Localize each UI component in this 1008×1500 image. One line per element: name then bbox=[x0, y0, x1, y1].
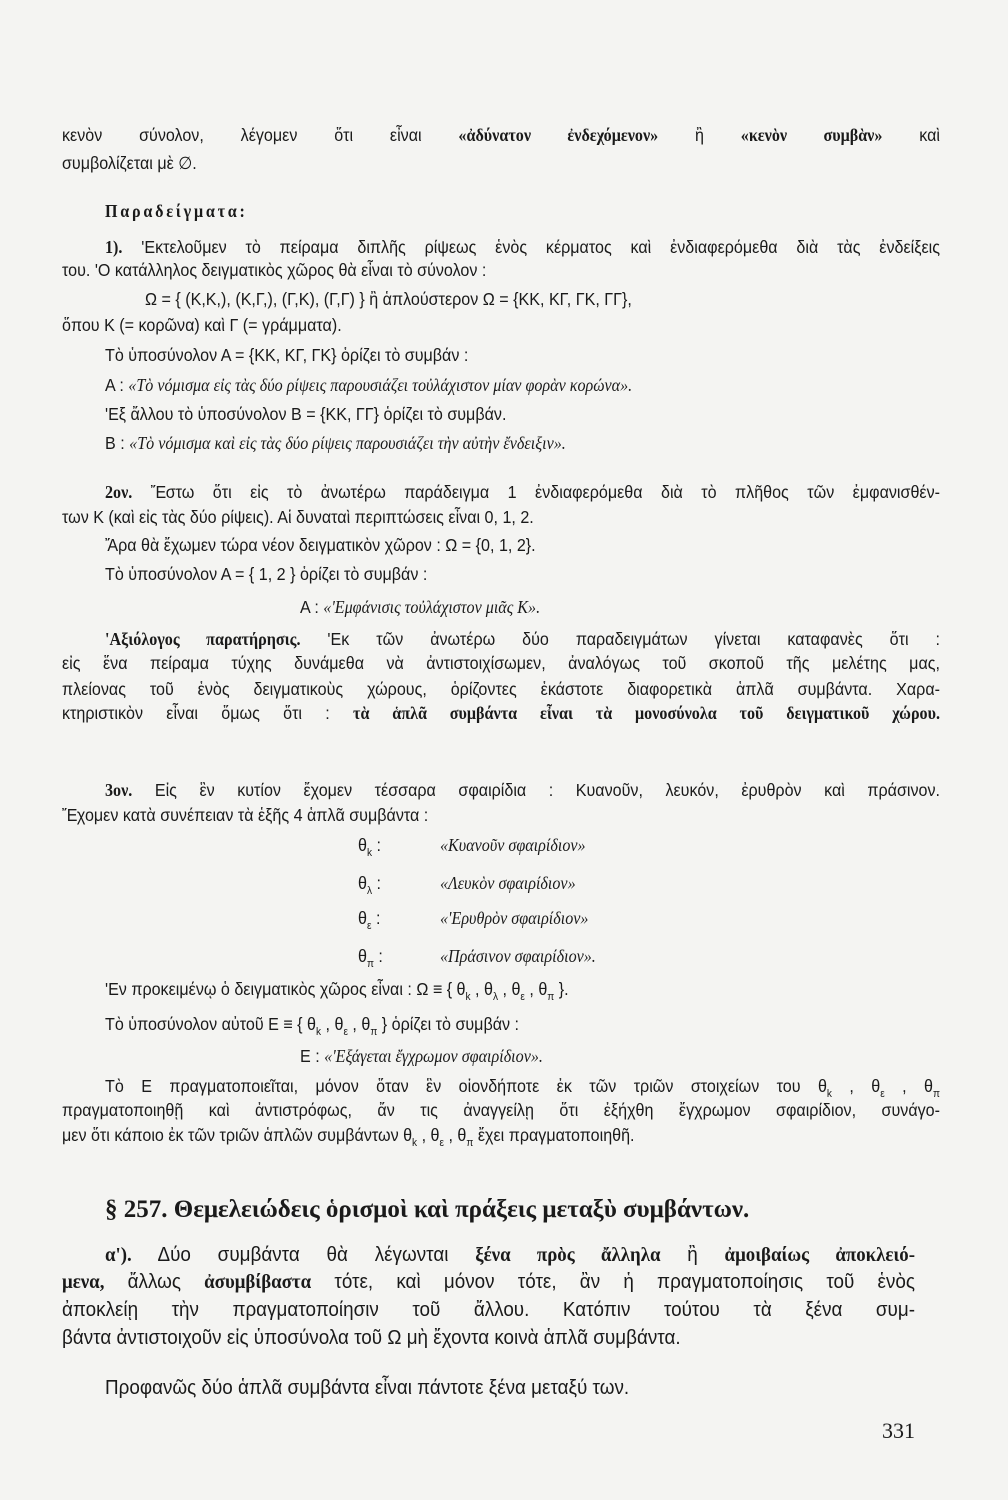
text-segment: , θ bbox=[524, 979, 548, 999]
text-segment: , θ bbox=[417, 1125, 440, 1145]
text-line bbox=[62, 678, 940, 700]
page-number: 331 bbox=[882, 1418, 915, 1443]
text-segment: Ἔστω ὅτι εἰς τὸ ἀνωτέρω παράδειγμα 1 ἐνδιαφερόμεθα διὰ τὸ πλῆθος τῶν ἐμφανισθέν- bbox=[132, 482, 940, 502]
text-line bbox=[62, 1325, 681, 1351]
text-line bbox=[62, 702, 940, 724]
text-line bbox=[105, 481, 940, 503]
text-line bbox=[105, 534, 536, 556]
text-line bbox=[105, 1013, 519, 1043]
text-segment: , θ bbox=[347, 1014, 371, 1034]
text-segment: «'Εξάγεται ἔγχρωμον σφαιρίδιον». bbox=[324, 1046, 543, 1066]
text-segment: ἢ bbox=[658, 125, 741, 145]
text-segment: }. bbox=[554, 979, 569, 999]
text-segment: , θ bbox=[884, 1076, 933, 1096]
subscript: ε bbox=[366, 920, 372, 932]
text-segment: ἢ bbox=[660, 1243, 725, 1266]
text-line bbox=[105, 1242, 915, 1268]
text-segment: «Τὸ νόμισμα εἰς τὰς δύο ρίψεις παρουσιάζει τοὐλάχιστον μίαν φορὰν κορώνα». bbox=[128, 375, 633, 395]
text-segment: «ἀδύνατον ἐνδεχόμενον» bbox=[458, 125, 659, 145]
text-line bbox=[358, 945, 383, 975]
text-segment: «Τὸ νόμισμα καὶ εἰς τὰς δύο ρίψεις παρουσιάζει τὴν αὐτὴν ἔνδειξιν». bbox=[129, 433, 566, 453]
section-heading bbox=[105, 1195, 749, 1225]
text-segment: μενα, bbox=[62, 1271, 105, 1293]
text-segment: : bbox=[372, 835, 381, 855]
text-line bbox=[300, 596, 540, 618]
subscript: π bbox=[366, 958, 374, 970]
text-segment: } ὁρίζει τὸ συμβάν : bbox=[377, 1014, 520, 1034]
text-segment: 2ον. bbox=[105, 482, 133, 502]
subscript: λ bbox=[492, 991, 499, 1003]
text-line bbox=[105, 1375, 629, 1401]
text-line bbox=[105, 779, 940, 801]
subscript: ε bbox=[439, 1137, 445, 1149]
subscript: λ bbox=[366, 885, 373, 897]
text-segment: Εἰς ἓν κυτίον ἔχομεν τέσσαρα σφαιρίδια : Κυανοῦν, λευκόν, ἐρυθρὸν καὶ πράσινον. bbox=[132, 780, 940, 800]
subscript: k bbox=[315, 1026, 322, 1038]
text-segment: Τὸ ὑποσύνολον αὐτοῦ Ε ≡ { θ bbox=[105, 1014, 316, 1034]
text-segment: Ἔχομεν κατὰ συνέπειαν τὰ ἑξῆς 4 ἁπλᾶ συμβάντα : bbox=[62, 805, 429, 825]
text-segment: ὅπου Κ (= κορῶνα) καὶ Γ (= γράμματα). bbox=[62, 315, 342, 335]
subscript: π bbox=[466, 1137, 474, 1149]
text-segment: «'Εμφάνισις τοὐλάχιστον μιᾶς Κ». bbox=[323, 597, 541, 617]
text-segment: θ bbox=[358, 835, 367, 855]
text-segment: «Κυανοῦν σφαιρίδιον» bbox=[440, 835, 586, 855]
text-segment: Α : bbox=[300, 597, 324, 617]
subscript: k bbox=[366, 847, 373, 859]
text-line bbox=[105, 403, 506, 425]
text-segment: πλείονας τοῦ ἑνὸς δειγματικοὺς χώρους, ὁρίζοντες ἑκάστοτε διαφορετικὰ ἁπλᾶ συμβάντα. Χαρα- bbox=[62, 679, 940, 699]
text-line bbox=[62, 652, 940, 674]
text-segment: Ἄρα θὰ ἔχωμεν τώρα νέον δειγματικὸν χῶρον : Ω = {0, 1, 2}. bbox=[105, 535, 536, 555]
text-segment: πραγματοποιηθῇ καὶ ἀντιστρόφως, ἄν τις ἀναγγείλῃ ὅτι ἐξήχθη ἔγχρωμον σφαιρίδιον, συνάγο- bbox=[62, 1100, 940, 1120]
text-segment: 'Αξιόλογος παρατήρησις. bbox=[105, 629, 301, 649]
text-segment: 1). bbox=[105, 237, 123, 257]
text-segment: καὶ bbox=[882, 125, 940, 145]
text-line bbox=[440, 872, 576, 894]
text-line bbox=[62, 1099, 940, 1121]
text-segment: , θ bbox=[498, 979, 521, 999]
subscript: ε bbox=[520, 991, 525, 1003]
text-line bbox=[62, 259, 486, 281]
text-line bbox=[62, 506, 534, 528]
text-line bbox=[105, 563, 427, 585]
text-segment: Ω = { (Κ,Κ,), (Κ,Γ,), (Γ,Κ), (Γ,Γ) } ἢ ἁπλούστερον Ω = {ΚΚ, ΚΓ, ΓΚ, ΓΓ}, bbox=[145, 289, 632, 309]
text-line bbox=[300, 1045, 543, 1067]
text-segment: Δύο συμβάντα θὰ λέγωνται bbox=[131, 1243, 476, 1266]
text-segment: , θ bbox=[470, 979, 493, 999]
text-segment: ἀσυμβίβαστα bbox=[204, 1271, 312, 1293]
text-segment: τότε, καὶ μόνον τότε, ἂν ἡ πραγματοποίησις τοῦ ἑνὸς bbox=[311, 1270, 915, 1293]
text-line bbox=[62, 1124, 635, 1154]
text-segment: ἀμοιβαίως ἀποκλειό- bbox=[724, 1244, 915, 1266]
text-segment: «'Ερυθρὸν σφαιρίδιον» bbox=[440, 908, 589, 928]
text-line bbox=[105, 978, 569, 1008]
text-segment: κενὸν σύνολον, λέγομεν ὅτι εἶναι bbox=[62, 125, 459, 145]
text-segment: του. 'Ο κατάλληλος δειγματικὸς χῶρος θὰ εἶναι τὸ σύνολον : bbox=[62, 260, 487, 280]
subscript: k bbox=[826, 1088, 832, 1100]
text-line bbox=[145, 288, 632, 310]
text-line bbox=[440, 907, 588, 929]
text-segment: Β : bbox=[105, 433, 130, 453]
text-segment: 'Εξ ἄλλου τὸ ὑποσύνολον Β = {ΚΚ, ΓΓ} ὁρίζει τὸ συμβάν. bbox=[105, 404, 507, 424]
text-segment: ξένα πρὸς ἄλληλα bbox=[475, 1244, 661, 1266]
text-segment: των Κ (καὶ εἰς τὰς δύο ρίψεις). Αἱ δυναταὶ περιπτώσεις εἶναι 0, 1, 2. bbox=[62, 507, 534, 527]
subscript: π bbox=[933, 1088, 940, 1100]
text-line bbox=[358, 834, 381, 864]
text-line bbox=[440, 945, 596, 967]
text-segment: Τὸ ὑποσύνολον Α = {ΚΚ, ΚΓ, ΓΚ} ὁρίζει τὸ συμβάν : bbox=[105, 345, 469, 365]
text-segment: § 257. Θεμελειώδεις ὁρισμοὶ καὶ πράξεις μεταξὺ συμβάντων. bbox=[105, 1196, 750, 1223]
text-line bbox=[105, 432, 566, 454]
text-segment: «Λευκὸν σφαιρίδιον» bbox=[440, 873, 576, 893]
subscript: k bbox=[412, 1137, 418, 1149]
text-segment: κτηριστικὸν εἶναι ὅμως ὅτι : bbox=[62, 703, 354, 723]
text-segment: θ bbox=[358, 873, 367, 893]
text-segment: 'Εκ τῶν ἀνωτέρω δύο παραδειγμάτων γίνεται καταφανὲς ὅτι : bbox=[300, 629, 941, 649]
text-line bbox=[358, 907, 380, 937]
text-segment: , θ bbox=[444, 1125, 467, 1145]
text-line bbox=[105, 374, 632, 396]
text-segment: 'Εκτελοῦμεν τὸ πείραμα διπλῆς ρίψεως ἑνὸς κέρματος καὶ ἐνδιαφερόμεθα διὰ τὰς ἐνδείξεις bbox=[122, 237, 940, 257]
text-segment: ἄλλως bbox=[104, 1270, 205, 1293]
text-line bbox=[62, 1297, 915, 1323]
text-line bbox=[105, 200, 248, 222]
text-segment: α'). bbox=[105, 1244, 132, 1266]
text-line bbox=[440, 834, 586, 856]
text-line bbox=[62, 1269, 915, 1295]
text-segment: «κενὸν συμβὰν» bbox=[740, 125, 883, 145]
text-segment: Προφανῶς δύο ἁπλᾶ συμβάντα εἶναι πάντοτε ξένα μεταξύ των. bbox=[105, 1376, 630, 1399]
text-segment: Παραδείγματα: bbox=[105, 201, 248, 221]
text-line bbox=[358, 872, 381, 902]
subscript: ε bbox=[343, 1026, 348, 1038]
subscript: k bbox=[465, 991, 471, 1003]
text-line bbox=[105, 344, 468, 366]
text-segment: θ bbox=[358, 908, 367, 928]
text-line bbox=[62, 314, 342, 336]
text-line bbox=[105, 628, 940, 650]
text-segment: : bbox=[373, 946, 383, 966]
text-segment: ἔχει πραγματοποιηθῆ. bbox=[473, 1125, 635, 1145]
text-line bbox=[62, 152, 197, 174]
subscript: ε bbox=[880, 1088, 885, 1100]
text-segment: συμβολίζεται μὲ ∅. bbox=[62, 153, 197, 173]
text-segment: 3ον. bbox=[105, 780, 133, 800]
text-line bbox=[62, 804, 428, 826]
subscript: π bbox=[547, 991, 555, 1003]
text-segment: ἀποκλείῃ τὴν πραγματοποίησιν τοῦ ἄλλου. Κατόπιν τούτου τὰ ξένα συμ- bbox=[62, 1298, 915, 1321]
text-segment: εἰς ἕνα πείραμα τύχης δυνάμεθα νὰ ἀντιστοιχίσωμεν, ἀναλόγως τοῦ σκοποῦ τῆς μελέτης μας, bbox=[62, 653, 940, 673]
text-segment: , θ bbox=[831, 1076, 881, 1096]
text-line bbox=[105, 236, 940, 258]
text-segment: Τὸ Ε πραγματοποιεῖται, μόνον ὅταν ἓν οἱονδήποτε ἐκ τῶν τριῶν στοιχείων του θ bbox=[105, 1076, 827, 1096]
text-segment: : bbox=[372, 873, 381, 893]
text-segment: βάντα ἀντιστοιχοῦν εἰς ὑποσύνολα τοῦ Ω μὴ ἔχοντα κοινὰ ἁπλᾶ συμβάντα. bbox=[62, 1326, 681, 1349]
text-segment: , θ bbox=[321, 1014, 344, 1034]
text-segment: «Πράσινον σφαιρίδιον». bbox=[440, 946, 596, 966]
text-segment: μεν ὅτι κάποιο ἐκ τῶν τριῶν ἁπλῶν συμβάντων θ bbox=[62, 1125, 413, 1145]
text-segment: Α : bbox=[105, 375, 129, 395]
text-line bbox=[62, 124, 940, 146]
text-segment: 'Εν προκειμένῳ ὁ δειγματικὸς χῶρος εἶναι : Ω ≡ { θ bbox=[105, 979, 466, 999]
text-segment: θ bbox=[358, 946, 367, 966]
text-segment: Τὸ ὑποσύνολον Α = { 1, 2 } ὁρίζει τὸ συμβάν : bbox=[105, 564, 428, 584]
text-segment: : bbox=[371, 908, 381, 928]
subscript: π bbox=[370, 1026, 378, 1038]
text-segment: Ε : bbox=[300, 1046, 325, 1066]
text-segment: τὰ ἁπλᾶ συμβάντα εἶναι τὰ μονοσύνολα τοῦ δειγματικοῦ χώρου. bbox=[353, 703, 940, 723]
